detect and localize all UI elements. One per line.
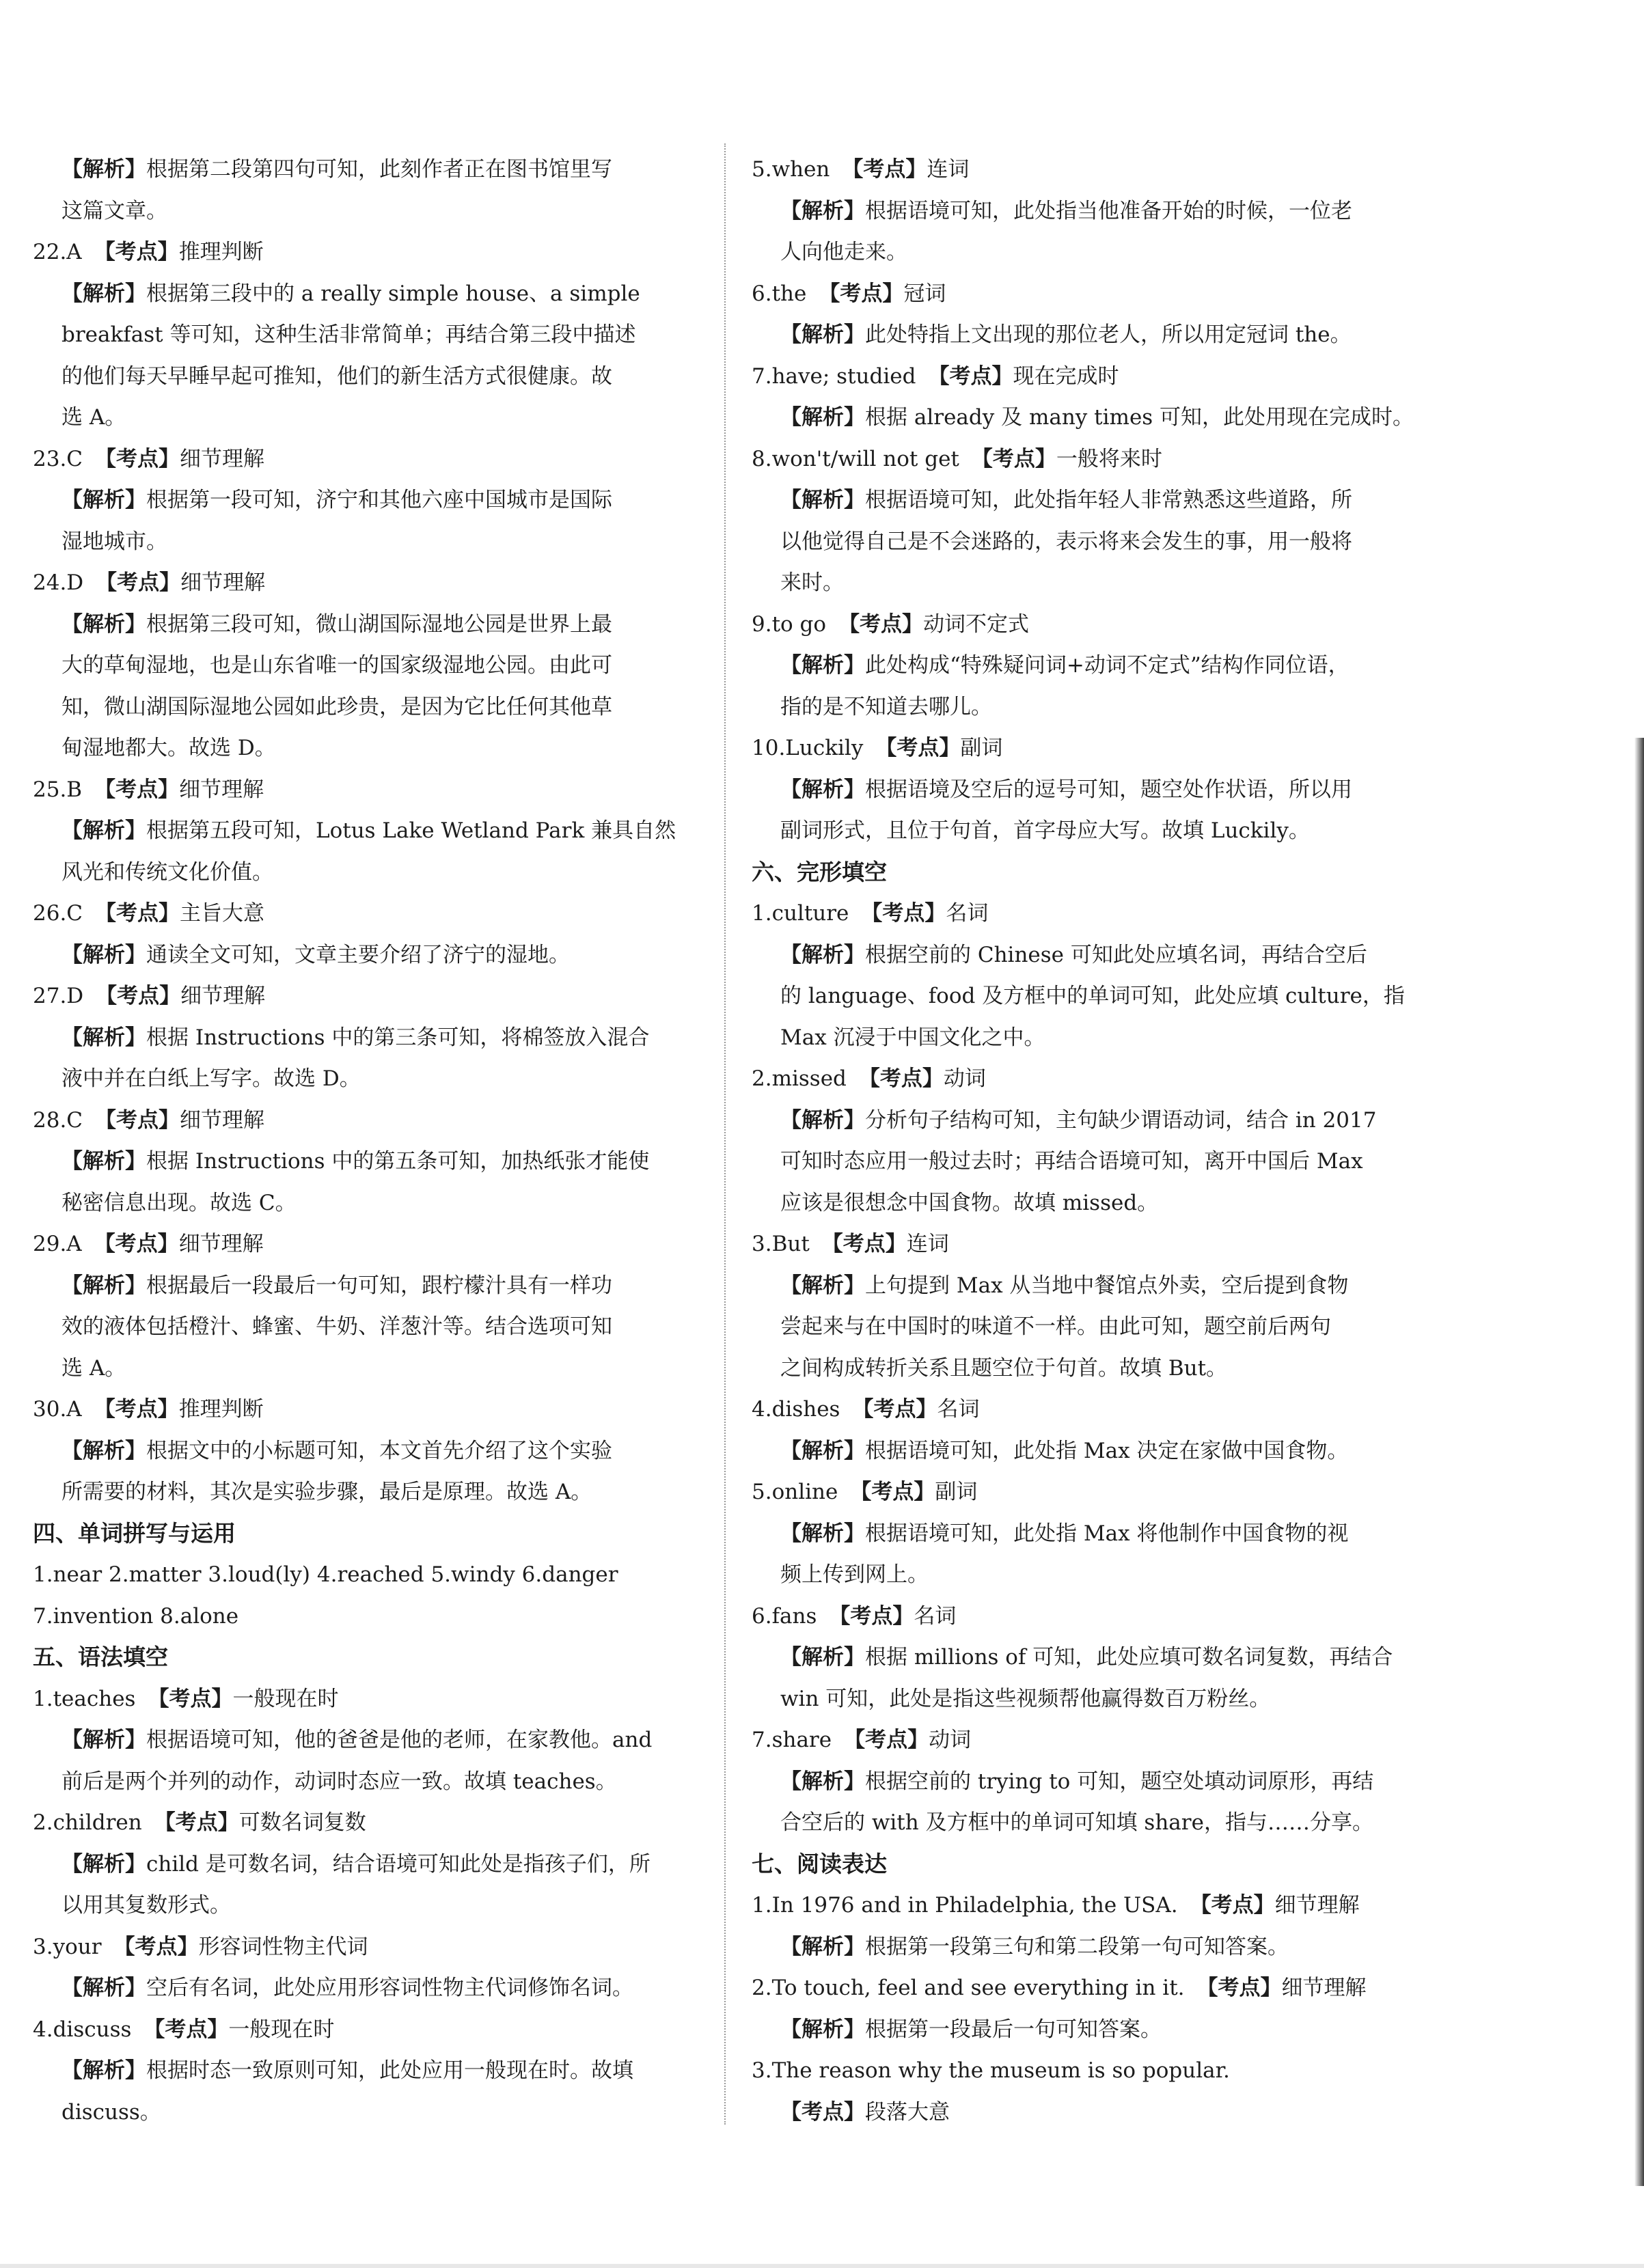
kaodian-tag: 【考点】 (852, 1397, 937, 1422)
answer-value: 30.A (33, 1397, 82, 1422)
jiexi-tag: 【解析】 (61, 157, 146, 182)
answer-value: 6.the (752, 281, 807, 306)
explanation-continuation: 湿地城市。 (61, 529, 167, 554)
kaodian-text: 推理判断 (178, 1397, 264, 1422)
explanation-line (33, 604, 685, 646)
kaodian-tag: 【考点】 (819, 281, 904, 306)
kaodian-tag: 【考点】 (850, 1480, 935, 1504)
answer-row (33, 1802, 685, 1844)
explanation-line (752, 1430, 1414, 1472)
answer-line: 7.invention 8.alone (33, 1603, 239, 1629)
jiexi-tag: 【解析】 (61, 2058, 146, 2083)
explanation-continuation: 合空后的 with 及方框中的单词可知填 share，指与……分享。 (780, 1810, 1373, 1835)
answer-row (33, 1926, 685, 1968)
explanation-continuation: 所需要的材料，其次是实验步骤，最后是原理。故选 A。 (61, 1480, 592, 1504)
explanation-text: 根据第一段第三句和第二段第一句可知答案。 (865, 1934, 1289, 1959)
answer-value: 2.To touch, feel and see everything in it. (752, 1976, 1185, 2000)
explanation-continuation: 选 A。 (61, 405, 126, 430)
answer-row (33, 976, 685, 1017)
kaodian-text: 细节理解 (180, 1107, 265, 1133)
kaodian-text: 现在完成时 (1013, 363, 1119, 389)
jiexi-tag: 【解析】 (61, 281, 146, 306)
kaodian-tag: 【考点】 (928, 363, 1013, 389)
kaodian-text: 名词 (914, 1603, 957, 1629)
explanation-text: 通读全文可知，文章主要介绍了济宁的湿地。 (146, 942, 570, 967)
answer-row (33, 2009, 685, 2051)
jiexi-tag: 【解析】 (780, 198, 865, 223)
kaodian-tag: 【考点】 (96, 984, 181, 1008)
right-column (752, 149, 1414, 2133)
explanation-text: 根据第二段第四句可知，此刻作者正在图书馆里写 (146, 157, 612, 182)
jiexi-tag: 【解析】 (61, 1025, 146, 1050)
answer-row (752, 1389, 1414, 1430)
kaodian-text: 副词 (960, 736, 1003, 760)
explanation-continuation: 风光和传统文化价值。 (61, 859, 273, 885)
kaodian-text: 动词 (929, 1728, 972, 1752)
kaodian-text: 细节理解 (179, 777, 264, 802)
answer-line: 1.near 2.matter 3.loud(ly) 4.reached 5.windy 6.danger (33, 1562, 618, 1587)
explanation-continuation: breakfast 等可知，这种生活非常简单；再结合第三段中描述 (61, 322, 636, 347)
kaodian-text: 段落大意 (865, 2099, 950, 2125)
explanation-line (752, 769, 1414, 811)
answer-row (33, 439, 685, 480)
answer-row (752, 1223, 1414, 1265)
jiexi-tag: 【解析】 (61, 818, 146, 843)
answer-row (752, 356, 1414, 398)
kaodian-text: 细节理解 (180, 570, 266, 595)
kaodian-text: 一般现在时 (232, 1686, 339, 1711)
jiexi-tag: 【解析】 (780, 322, 865, 347)
explanation-continuation: 液中并在白纸上写字。故选 D。 (61, 1066, 361, 1091)
kaodian-text: 动词不定式 (923, 611, 1030, 637)
kaodian-text: 细节理解 (178, 1232, 264, 1256)
answer-value: 7.share (752, 1728, 832, 1752)
explanation-continuation: 人向他走来。 (780, 240, 907, 264)
kaodian-tag: 【考点】 (143, 2017, 229, 2042)
explanation-continuation: 效的液体包括橙汁、蜂蜜、牛奶、洋葱汁等。结合选项可知 (61, 1314, 612, 1339)
kaodian-tag: 【考点】 (95, 446, 180, 471)
explanation-text: 根据第一段最后一句可知答案。 (865, 2017, 1162, 2042)
explanation-line (752, 397, 1414, 439)
scan-edge-shadow (1634, 738, 1644, 2186)
answer-row (752, 1471, 1414, 1513)
jiexi-tag: 【解析】 (780, 1107, 865, 1133)
answer-value: 5.online (752, 1480, 838, 1504)
explanation-continuation: 知，微山湖国际湿地公园如此珍贵，是因为它比任何其他草 (61, 694, 612, 719)
jiexi-tag: 【解析】 (780, 1438, 865, 1463)
kaodian-text: 细节理解 (180, 984, 266, 1008)
explanation-text: 根据语境可知，他的爸爸是他的老师，在家教他。and (146, 1728, 653, 1752)
kaodian-tag: 【考点】 (113, 1934, 199, 1959)
explanation-text: 分析句子结构可知，主句缺少谓语动词，结合 in 2017 (865, 1107, 1377, 1133)
answer-row (752, 1885, 1414, 1926)
explanation-continuation: 应该是很想念中国食物。故填 missed。 (780, 1190, 1159, 1215)
jiexi-tag: 【解析】 (61, 1851, 146, 1877)
answer-value: 25.B (33, 777, 83, 802)
kaodian-text: 副词 (935, 1480, 978, 1504)
explanation-text: 根据 already 及 many times 可知，此处用现在完成时。 (865, 405, 1414, 430)
explanation-line (33, 810, 685, 852)
explanation-text: 上句提到 Max 从当地中餐馆点外卖，空后提到食物 (865, 1273, 1349, 1298)
kaodian-tag: 【考点】 (844, 1728, 929, 1752)
answer-row (33, 1389, 685, 1430)
answer-row (752, 604, 1414, 646)
explanation-continuation: Max 沉浸于中国文化之中。 (780, 1025, 1045, 1050)
jiexi-tag: 【解析】 (780, 942, 865, 967)
kaodian-text: 推理判断 (178, 240, 264, 264)
answer-row (752, 893, 1414, 935)
kaodian-tag: 【考点】 (94, 240, 179, 264)
explanation-continuation: 前后是两个并列的动作，动词时态应一致。故填 teaches。 (61, 1769, 617, 1794)
answer-value: 1.In 1976 and in Philadelphia, the USA. (752, 1893, 1178, 1918)
explanation-line (752, 1926, 1414, 1968)
explanation-text: child 是可数名词，结合语境可知此处是指孩子们，所 (146, 1851, 650, 1877)
explanation-text: 根据第一段可知，济宁和其他六座中国城市是国际 (146, 488, 612, 512)
explanation-text: 空后有名词，此处应用形容词性物主代词修饰名词。 (146, 1976, 633, 2000)
explanation-continuation: 甸湿地都大。故选 D。 (61, 736, 276, 760)
kaodian-text: 名词 (937, 1397, 980, 1422)
jiexi-tag: 【解析】 (61, 488, 146, 512)
answer-value: 9.to go (752, 611, 827, 637)
answer-value: 8.won't/will not get (752, 446, 959, 471)
kaodian-tag: 【考点】 (829, 1603, 914, 1629)
explanation-text: 根据第三段中的 a really simple house、a simple (146, 281, 640, 306)
explanation-line (752, 1513, 1414, 1555)
explanation-continuation: 以他觉得自己是不会迷路的，表示将来会发生的事，用一般将 (780, 529, 1352, 554)
explanation-text: 根据语境可知，此处指年轻人非常熟悉这些道路，所 (865, 488, 1352, 512)
scan-bottom-edge (0, 2264, 1644, 2268)
kaodian-tag: 【考点】 (95, 1107, 180, 1133)
kaodian-tag: 【考点】 (780, 2099, 865, 2125)
answer-value: 26.C (33, 901, 83, 926)
explanation-line (33, 1844, 685, 1885)
kaodian-text: 一般将来时 (1056, 446, 1162, 471)
answer-value: 1.teaches (33, 1686, 136, 1711)
answer-value: 10.Luckily (752, 736, 864, 760)
explanation-text: 根据空前的 trying to 可知，题空处填动词原形，再结 (865, 1769, 1374, 1794)
explanation-text: 根据 millions of 可知，此处应填可数名词复数，再结合 (865, 1645, 1393, 1670)
explanation-line (752, 1637, 1414, 1678)
explanation-line (33, 1967, 685, 2009)
answer-value: 27.D (33, 984, 84, 1008)
explanation-line (33, 935, 685, 976)
kaodian-tag: 【考点】 (858, 1066, 944, 1091)
answer-row (33, 769, 685, 811)
section-heading: 七、阅读表达 (752, 1850, 887, 1877)
answer-row (33, 562, 685, 604)
jiexi-tag: 【解析】 (780, 1521, 865, 1546)
kaodian-text: 细节理解 (1274, 1893, 1360, 1918)
explanation-continuation: discuss。 (61, 2099, 161, 2125)
answer-row (752, 1719, 1414, 1761)
explanation-continuation: 以用其复数形式。 (61, 1893, 231, 1918)
explanation-line (752, 314, 1414, 356)
answer-row (752, 1058, 1414, 1100)
jiexi-tag: 【解析】 (780, 1645, 865, 1670)
explanation-line (752, 1100, 1414, 1142)
explanation-continuation: 来时。 (780, 570, 844, 595)
answer-row (752, 273, 1414, 315)
kaodian-tag: 【考点】 (875, 736, 961, 760)
answer-row (752, 2092, 1414, 2133)
explanation-line (33, 480, 685, 521)
jiexi-tag: 【解析】 (780, 2017, 865, 2042)
section-heading: 五、语法填空 (33, 1644, 168, 1670)
explanation-text: 根据语境可知，此处指当他准备开始的时候，一位老 (865, 198, 1352, 223)
kaodian-tag: 【考点】 (842, 157, 927, 182)
answer-row (752, 1596, 1414, 1637)
explanation-text: 根据第五段可知，Lotus Lake Wetland Park 兼具自然 (146, 818, 676, 843)
kaodian-tag: 【考点】 (1196, 1976, 1282, 2000)
explanation-text: 此处特指上文出现的那位老人，所以用定冠词 the。 (865, 322, 1352, 347)
kaodian-text: 形容词性物主代词 (198, 1934, 368, 1959)
kaodian-tag: 【考点】 (94, 1397, 179, 1422)
explanation-line (33, 1141, 685, 1183)
kaodian-tag: 【考点】 (95, 901, 180, 926)
answer-value: 24.D (33, 570, 84, 595)
answer-value: 5.when (752, 157, 830, 182)
answer-row (33, 893, 685, 935)
explanation-line (752, 480, 1414, 521)
kaodian-text: 连词 (906, 1232, 949, 1256)
explanation-continuation: 频上传到网上。 (780, 1562, 929, 1587)
explanation-continuation: 的他们每天早睡早起可推知，他们的新生活方式很健康。故 (61, 363, 612, 389)
kaodian-tag: 【考点】 (96, 570, 181, 595)
jiexi-tag: 【解析】 (780, 488, 865, 512)
jiexi-tag: 【解析】 (780, 405, 865, 430)
explanation-text: 根据 Instructions 中的第三条可知，将棉签放入混合 (146, 1025, 650, 1050)
kaodian-tag: 【考点】 (861, 901, 946, 926)
explanation-text: 根据时态一致原则可知，此处应用一般现在时。故填 (146, 2058, 633, 2083)
explanation-text: 根据 Instructions 中的第五条可知，加热纸张才能使 (146, 1149, 650, 1174)
explanation-text: 根据最后一段最后一句可知，跟柠檬汁具有一样功 (146, 1273, 612, 1298)
explanation-line (752, 1265, 1414, 1307)
answer-value: 2.children (33, 1810, 142, 1835)
jiexi-tag: 【解析】 (61, 942, 146, 967)
explanation-line (33, 1430, 685, 1472)
answer-value: 6.fans (752, 1603, 817, 1629)
answer-value: 23.C (33, 446, 83, 471)
jiexi-tag: 【解析】 (780, 777, 865, 802)
explanation-text: 此处构成“特殊疑问词+动词不定式”结构作同位语， (865, 653, 1350, 678)
explanation-line (33, 2050, 685, 2092)
explanation-continuation: 指的是不知道去哪儿。 (780, 694, 992, 719)
kaodian-text: 连词 (927, 157, 970, 182)
answer-row (33, 1100, 685, 1142)
kaodian-text: 细节理解 (180, 446, 265, 471)
answer-value: 4.discuss (33, 2017, 132, 2042)
answer-row (33, 1223, 685, 1265)
explanation-continuation: 这篇文章。 (61, 198, 167, 223)
explanation-continuation: 的 language、food 及方框中的单词可知，此处应填 culture，指 (780, 984, 1405, 1008)
answer-value: 2.missed (752, 1066, 847, 1091)
explanation-line (752, 645, 1414, 687)
answer-row (752, 149, 1414, 191)
jiexi-tag: 【解析】 (780, 1934, 865, 1959)
explanation-line (752, 2009, 1414, 2051)
section-heading: 六、完形填空 (752, 858, 887, 885)
explanation-line (752, 1761, 1414, 1803)
jiexi-tag: 【解析】 (61, 1273, 146, 1298)
kaodian-tag: 【考点】 (94, 777, 180, 802)
answer-value: 1.culture (752, 901, 849, 926)
kaodian-tag: 【考点】 (1190, 1893, 1275, 1918)
explanation-line (33, 1017, 685, 1059)
answer-row (752, 728, 1414, 769)
explanation-line (752, 935, 1414, 976)
explanation-line (33, 149, 685, 191)
kaodian-tag: 【考点】 (148, 1686, 233, 1711)
explanation-text: 根据语境可知，此处指 Max 将他制作中国食物的视 (865, 1521, 1349, 1546)
answer-value: 22.A (33, 240, 82, 264)
answer-value: 7.have; studied (752, 363, 916, 389)
explanation-line (33, 1719, 685, 1761)
explanation-continuation: win 可知，此处是指这些视频帮他赢得数百万粉丝。 (780, 1686, 1271, 1711)
answer-value: 3.your (33, 1934, 102, 1959)
kaodian-tag: 【考点】 (838, 611, 924, 637)
explanation-continuation: 秘密信息出现。故选 C。 (61, 1190, 297, 1215)
answer-row (752, 439, 1414, 480)
explanation-continuation: 之间构成转折关系且题空位于句首。故填 But。 (780, 1355, 1228, 1381)
answer-row (33, 1678, 685, 1720)
answer-value: 29.A (33, 1232, 82, 1256)
answer-value: 4.dishes (752, 1397, 840, 1422)
explanation-line (33, 1265, 685, 1307)
answer-line: 3.The reason why the museum is so popular. (752, 2058, 1230, 2083)
explanation-text: 根据文中的小标题可知，本文首先介绍了这个实验 (146, 1438, 612, 1463)
explanation-continuation: 选 A。 (61, 1355, 126, 1381)
jiexi-tag: 【解析】 (780, 653, 865, 678)
explanation-continuation: 可知时态应用一般过去时；再结合语境可知，离开中国后 Max (780, 1149, 1363, 1174)
explanation-text: 根据语境可知，此处指 Max 决定在家做中国食物。 (865, 1438, 1349, 1463)
kaodian-text: 主旨大意 (180, 901, 265, 926)
answer-row (33, 232, 685, 273)
left-column (33, 149, 685, 2133)
explanation-text: 根据第三段可知，微山湖国际湿地公园是世界上最 (146, 611, 612, 637)
jiexi-tag: 【解析】 (780, 1273, 865, 1298)
answer-row (752, 1967, 1414, 2009)
column-divider (724, 143, 726, 2125)
explanation-line (752, 191, 1414, 232)
kaodian-text: 一般现在时 (228, 2017, 335, 2042)
kaodian-tag: 【考点】 (154, 1810, 239, 1835)
kaodian-text: 可数名词复数 (238, 1810, 366, 1835)
kaodian-text: 名词 (946, 901, 989, 926)
kaodian-text: 细节理解 (1281, 1976, 1367, 2000)
jiexi-tag: 【解析】 (61, 1438, 146, 1463)
jiexi-tag: 【解析】 (780, 1769, 865, 1794)
jiexi-tag: 【解析】 (61, 1976, 146, 2000)
section-heading: 四、单词拼写与运用 (33, 1519, 236, 1547)
kaodian-tag: 【考点】 (94, 1232, 179, 1256)
kaodian-tag: 【考点】 (971, 446, 1056, 471)
jiexi-tag: 【解析】 (61, 611, 146, 637)
kaodian-tag: 【考点】 (821, 1232, 907, 1256)
explanation-text: 根据语境及空后的逗号可知，题空处作状语，所以用 (865, 777, 1352, 802)
kaodian-text: 冠词 (903, 281, 946, 306)
answer-value: 28.C (33, 1107, 83, 1133)
explanation-continuation: 大的草甸湿地，也是山东省唯一的国家级湿地公园。由此可 (61, 653, 612, 678)
jiexi-tag: 【解析】 (61, 1149, 146, 1174)
explanation-continuation: 副词形式，且位于句首，首字母应大写。故填 Luckily。 (780, 818, 1310, 843)
explanation-text: 根据空前的 Chinese 可知此处应填名词，再结合空后 (865, 942, 1367, 967)
kaodian-text: 动词 (943, 1066, 986, 1091)
explanation-continuation: 尝起来与在中国时的味道不一样。由此可知，题空前后两句 (780, 1314, 1331, 1339)
jiexi-tag: 【解析】 (61, 1728, 146, 1752)
explanation-line (33, 273, 685, 315)
answer-value: 3.But (752, 1232, 810, 1256)
